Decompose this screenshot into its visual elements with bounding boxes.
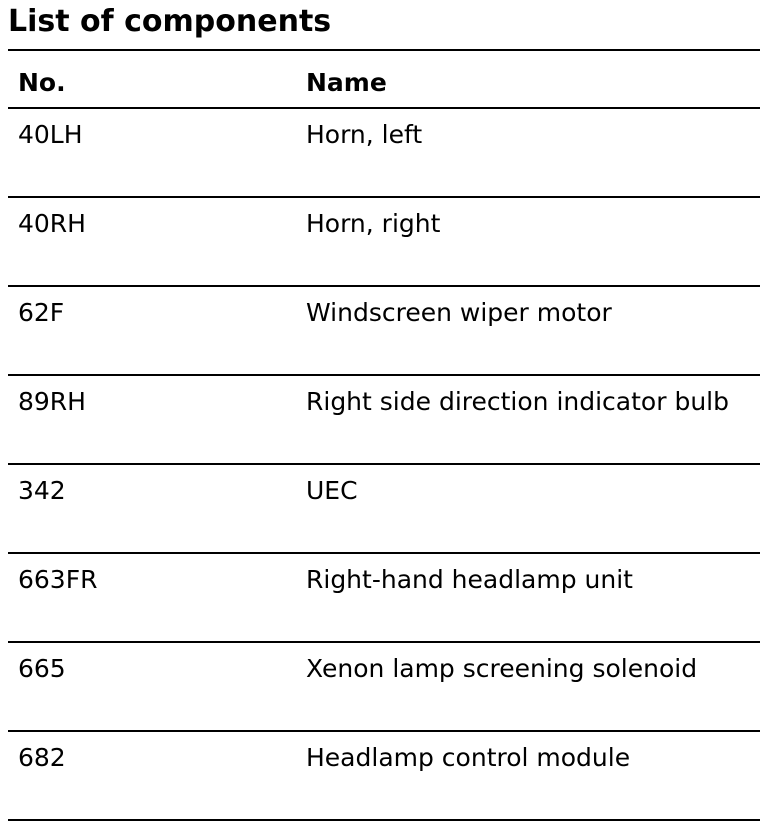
table-row	[8, 643, 760, 732]
component-name: Right-hand headlamp unit	[306, 565, 633, 594]
component-name: Horn, left	[306, 120, 423, 149]
table-header-row	[8, 51, 760, 109]
components-table	[8, 49, 760, 821]
component-number: 40RH	[18, 209, 86, 238]
component-number: 62F	[18, 298, 65, 327]
component-name: Windscreen wiper motor	[306, 298, 612, 327]
component-name: Headlamp control module	[306, 743, 631, 772]
table-row	[8, 732, 760, 821]
component-number: 665	[18, 654, 66, 683]
table-row	[8, 376, 760, 465]
table-row	[8, 554, 760, 643]
component-number: 342	[18, 476, 66, 505]
page-title: List of components	[8, 4, 332, 39]
component-number: 682	[18, 743, 66, 772]
component-name: Right side direction indicator bulb	[306, 387, 729, 416]
component-name: UEC	[306, 476, 358, 505]
column-header-name: Name	[306, 68, 387, 97]
component-number: 40LH	[18, 120, 83, 149]
table-row	[8, 109, 760, 198]
component-number: 89RH	[18, 387, 86, 416]
component-name: Xenon lamp screening solenoid	[306, 654, 698, 683]
component-name: Horn, right	[306, 209, 441, 238]
component-number: 663FR	[18, 565, 98, 594]
table-row	[8, 465, 760, 554]
table-row	[8, 198, 760, 287]
column-header-no: No.	[18, 68, 66, 97]
table-row	[8, 287, 760, 376]
